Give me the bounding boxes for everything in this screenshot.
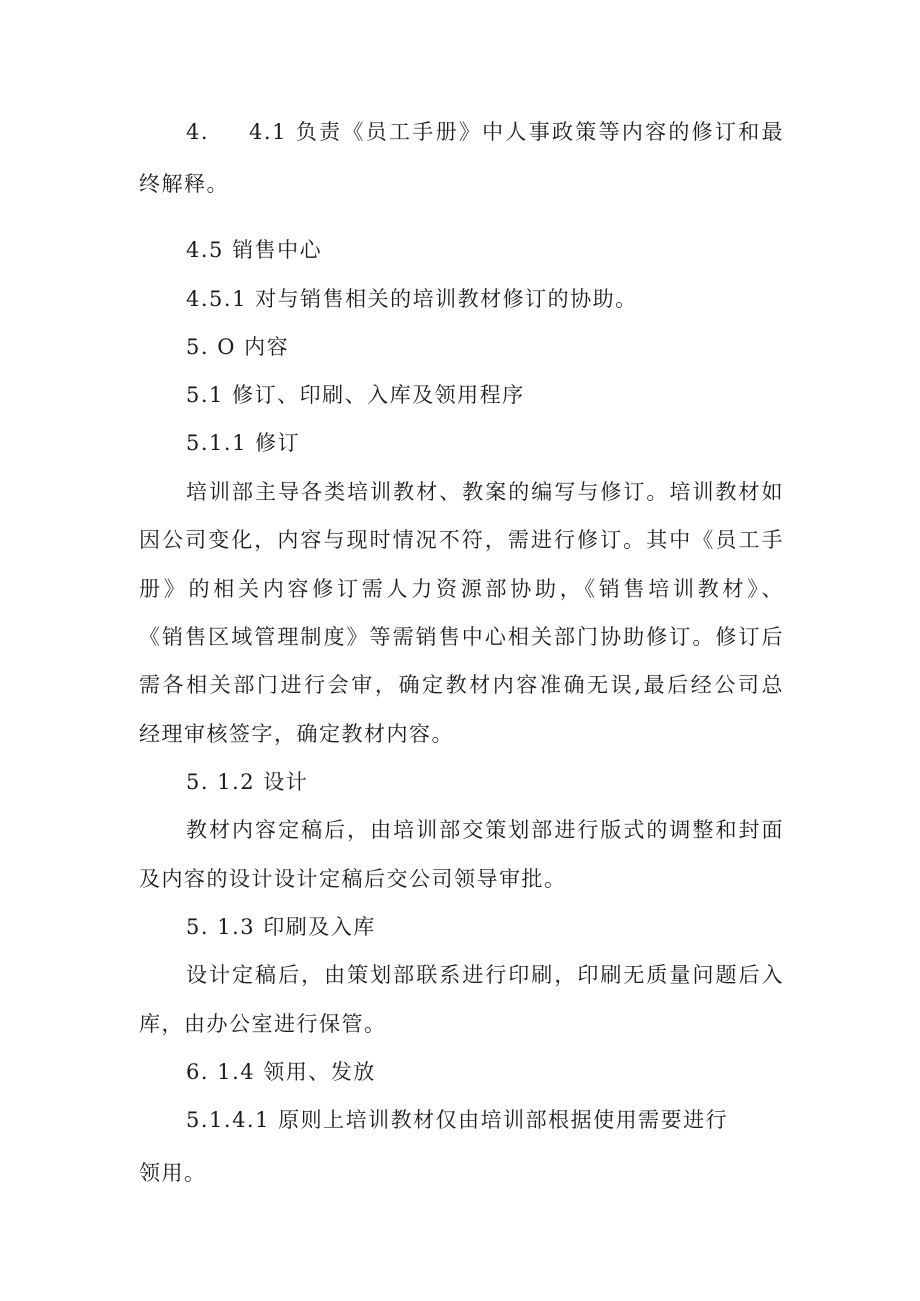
heading-5-1: 5.1 修订、印刷、入库及领用程序 (186, 383, 525, 407)
paragraph-revise-line-5: 需各相关部门进行会审，确定教材内容准确无误,最后经公司总 (139, 673, 784, 697)
paragraph-revise-line-3: 册》的相关内容修订需人力资源部协助，《销售培训教材》、 (139, 577, 784, 601)
line-end-explanation: 终解释。 (139, 172, 229, 196)
paragraph-print-line-1: 设计定稿后，由策划部联系进行印刷，印刷无质量问题后入 (186, 963, 784, 987)
line-4-5-1: 4.5.1 对与销售相关的培训教材修订的协助。 (186, 287, 638, 311)
heading-5-1-2: 5. 1.2 设计 (186, 770, 309, 794)
heading-4-5: 4.5 销售中心 (186, 238, 323, 262)
heading-5-1-1: 5.1.1 修订 (186, 431, 301, 455)
paragraph-print-line-2: 库，由办公室进行保管。 (139, 1012, 387, 1036)
paragraph-revise-line-1: 培训部主导各类培训教材、教案的编写与修订。培训教材如 (186, 480, 784, 504)
paragraph-revise-line-6: 经理审核签字，确定教材内容。 (139, 722, 454, 746)
line-collect: 领用。 (139, 1161, 207, 1185)
paragraph-revise-line-2: 因公司变化，内容与现时情况不符，需进行修订。其中《员工手 (139, 528, 784, 552)
heading-1-4: 6. 1.4 领用、发放 (186, 1060, 376, 1084)
paragraph-design-line-1: 教材内容定稿后，由培训部交策划部进行版式的调整和封面 (186, 818, 784, 842)
line-5-1-4-1: 5.1.4.1 原则上培训教材仅由培训部根据使用需要进行 (186, 1108, 729, 1132)
heading-5: 5. O 内容 (186, 335, 290, 359)
heading-5-1-3: 5. 1.3 印刷及入库 (186, 915, 376, 939)
paragraph-design-line-2: 及内容的设计设计定稿后交公司领导审批。 (139, 867, 567, 891)
list-number: 4. (186, 120, 210, 144)
line-4-1 (186, 117, 784, 147)
line-text: 4.1 负责《员工手册》中人事政策等内容的修订和最 (249, 120, 784, 144)
paragraph-revise-line-4: 《销售区域管理制度》等需销售中心相关部门协助修订。修订后 (139, 625, 784, 649)
